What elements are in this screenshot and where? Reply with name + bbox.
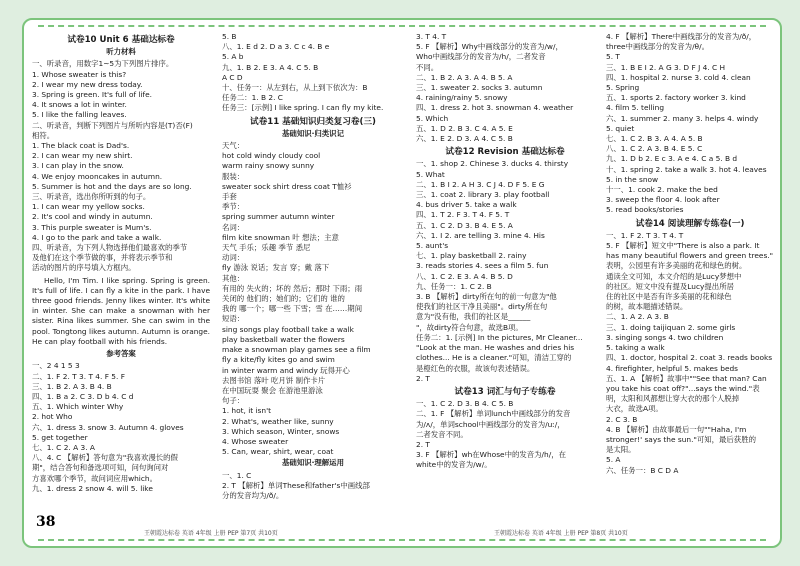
text-line: stronger!' says the sun."可知，最后获胜的	[606, 434, 756, 444]
exam-11-answers	[222, 471, 404, 502]
text-line: 八、4. C 【解析】答句意为"我喜欢漫长的假	[32, 453, 178, 463]
text-line: 三、听录音，选出你所听到的句子。	[32, 192, 151, 202]
text-line: 不同。	[416, 62, 439, 72]
exam-10-title: 试卷10 Unit 6 基础达标卷	[67, 35, 175, 45]
text-line: 2. C 3. B	[606, 414, 638, 424]
text-line: 六、1. E 2. D 3. A 4. C 5. B	[416, 134, 513, 144]
text-line: 明，太阳和风都想让穿大衣的那个人脱掉	[606, 394, 740, 404]
exam-14-title: 试卷14 阅读理解专练卷(一)	[635, 218, 745, 229]
text-line: 是太阳。	[606, 445, 636, 455]
text-line: 四、1. dress 2. hot 3. snowman 4. weather	[416, 103, 574, 113]
text-line: 3. I can play in the snow.	[32, 161, 124, 171]
text-line: 5. read books/stories	[606, 205, 684, 215]
text-line: warm rainy snowy sunny	[222, 161, 315, 171]
text-line: 九、1. B 2. E 3. A 4. C 5. B	[222, 62, 319, 72]
text-line: fly 游泳 说话；发言 穿；戴 落下	[222, 263, 330, 273]
text-line: 5. I like the falling leaves.	[32, 110, 127, 120]
text-line: 3. T 4. T	[416, 32, 447, 41]
text-line: 五、1. C 2. D 3. B 4. E 5. A	[416, 220, 513, 230]
text-line: 5. Can, wear, shirt, wear, coat	[222, 447, 334, 457]
text-line: spring summer autumn winter	[222, 212, 335, 222]
exam-11-subtitle-2: 基础知识·理解运用	[282, 458, 344, 468]
text-line: 四、听录音，为下列人物选择他们最喜欢的季节	[32, 243, 188, 253]
exam-11-subtitle: 基础知识·归类识记	[282, 128, 344, 138]
text-line: 一、听录音，用数字1~5为下列图片排序。	[32, 59, 174, 69]
footer-right: 王朝霞达标卷 英语 4年级 上册 PEP 第8页 共10页	[494, 530, 628, 537]
text-line: 三、1. coat 2. library 3. play football	[416, 190, 550, 200]
text-line: 5. Spring	[606, 83, 640, 93]
bottom-border-decoration	[38, 539, 766, 541]
text-line: 为/ʌ/，单词school中画线部分的发音为/uː/，	[416, 419, 565, 429]
text-line: in winter warm and windy 玩得开心	[222, 365, 350, 375]
text-line: 3. reads stories 4. sees a film 5. fun	[416, 261, 549, 271]
text-line: 六、1. summer 2. many 3. helps 4. windy	[606, 113, 759, 123]
text-line: 七、1. C 2. A 3. A	[32, 442, 95, 452]
text-line: 六、任务一：B C D A	[606, 465, 679, 475]
listening-lines	[32, 59, 210, 273]
text-line: 七、1. play basketball 2. rainy	[416, 251, 527, 261]
text-line: 五、1. Which winter Why	[32, 402, 124, 412]
text-line: 4. F 【解析】There中画线部分的发音为/ð/，	[606, 32, 757, 41]
text-line: Who中画线部分的发音为/h/，二者发音	[416, 52, 546, 62]
text-line: 2. What's, weather like, sunny	[222, 416, 334, 426]
text-line: 1. I can wear my yellow socks.	[32, 202, 145, 212]
text-line: 1. hot, it isn't	[222, 406, 272, 416]
text-line: 名词：	[222, 222, 245, 232]
text-line: 其他：	[222, 273, 245, 283]
exam-14-answers	[606, 231, 774, 476]
text-line: 2. I wear my new dress today.	[32, 79, 143, 89]
text-line: make a snowman play games see a film	[222, 345, 371, 355]
text-line: 4. film 5. telling	[606, 103, 665, 113]
text-line: 住的社区中是否有许多美丽的花和绿色	[606, 292, 732, 302]
text-line: 5. aunt's	[416, 241, 449, 251]
text-line: 5. A	[606, 455, 621, 465]
text-line: 季节：	[222, 202, 245, 212]
text-line: 3. B 【解析】dirty所在句的前一句意为"他	[416, 292, 557, 302]
text-line: 一、1. C	[222, 470, 252, 480]
text-line: 5. quiet	[606, 123, 635, 133]
text-line: 5. in the snow	[606, 174, 659, 184]
text-line: 5. What	[416, 169, 445, 179]
column-1	[32, 32, 210, 494]
text-line: 三、1. B 2. A 3. B 4. B	[32, 381, 112, 391]
text-line: 期"，结合答句和备选项可知，问句询问对	[32, 463, 169, 473]
text-line: 3. Spring is green. It's full of life.	[32, 90, 153, 100]
text-line: 5. T	[606, 52, 620, 62]
text-line: 我的 哪一个；哪一些 下雪；雪 在……期间	[222, 304, 363, 314]
text-line: 4. raining/rainy 5. snowy	[416, 93, 508, 103]
text-line: 2. T 【解析】单词These和father's中画线部	[222, 480, 370, 490]
text-line: 有用的 失火的；坏的 然后；那时 下雨；雨	[222, 283, 363, 293]
text-line: "Look at the man. He washes and dries his	[416, 343, 575, 353]
text-line: 2. I can wear my new shirt.	[32, 151, 133, 161]
text-line: 3. sweep the floor 4. look after	[606, 195, 720, 205]
column-4	[606, 32, 774, 476]
text-line: play basketball water the flowers	[222, 334, 345, 344]
text-line: 十一、1. cook 2. make the bed	[606, 185, 718, 195]
text-line: 四、1. B a 2. C 3. D b 4. C d	[32, 391, 134, 401]
text-line: 十、1. spring 2. take a walk 3. hot 4. leaves	[606, 164, 767, 174]
text-line: 五、1. sports 2. factory worker 3. kind	[606, 93, 746, 103]
text-line: sweater sock shirt dress coat T恤衫	[222, 181, 352, 191]
text-line: 任务二：1. B 2. C	[222, 93, 283, 103]
exam-12-answers	[416, 159, 594, 383]
text-line: 4. B 【解析】由故事最后一句""Haha, I'm	[606, 424, 747, 434]
text-line: 二者发音不同。	[416, 429, 468, 439]
text-line: 二、1. A 2. A 3. B	[606, 312, 669, 322]
text-line: 三、1. B E I 2. A G 3. D F J 4. C H	[606, 62, 726, 72]
text-line: hot cold windy cloudy cool	[222, 151, 321, 161]
text-line: 使我们的社区干净且美丽"。dirty所在句	[416, 302, 548, 312]
text-line: clothes... He is a cleaner."可知，清洁工穿的	[416, 353, 572, 363]
text-line: 二、听录音，判断下列图片与所听内容是(T)否(F)	[32, 120, 193, 130]
exam-11-sections	[222, 141, 404, 457]
text-line: 5. Which	[416, 113, 449, 123]
exam-10-answers	[32, 361, 210, 494]
text-line: 六、1. dress 3. snow 3. Autumn 4. gloves	[32, 422, 184, 432]
text-line: 四、1. T 2. F 3. T 4. F 5. T	[416, 210, 510, 220]
text-line: 表明，公园里有许多美丽的花和绿色的树。	[606, 261, 747, 271]
text-line: 八、1. E d 2. D a 3. C c 4. B e	[222, 42, 330, 52]
text-line: 2. It's cool and windy in autumn.	[32, 212, 153, 222]
text-line: 在中国玩耍 聚会 在游池里游泳	[222, 385, 323, 395]
column-3	[416, 32, 594, 471]
listening-material-heading: 听力材料	[106, 47, 136, 57]
text-line: 八、1. C 2. A 3. B 4. E 5. C	[606, 144, 703, 154]
text-line: 方喜欢哪个季节，故问词应用which。	[32, 473, 157, 483]
exam-11-answers-cont	[416, 32, 594, 144]
text-line: 去图书馆 落叶 吃月饼 制作卡片	[222, 375, 326, 385]
text-line: 4. I go to the park and take a walk.	[32, 232, 162, 242]
text-line: 是橙红色的衣服，故该句表述错误。	[416, 363, 535, 373]
text-line: film kite snowman 叶 想法；主意	[222, 232, 339, 242]
text-line: 5. F 【解析】Why中画线部分的发音为/w/，	[416, 42, 563, 52]
text-line: 手套	[222, 192, 237, 202]
exam-13-title: 试卷13 词汇与句子专练卷	[454, 386, 556, 397]
text-line: 3. singing songs 4. two children	[606, 332, 724, 342]
text-line: 2. hot Who	[32, 412, 73, 422]
text-line: 4. firefighter, helpful 5. makes beds	[606, 363, 739, 373]
text-line: 四、1. hospital 2. nurse 3. cold 4. clean	[606, 72, 751, 82]
text-line: A C D	[222, 72, 243, 82]
text-line: 一、2 4 1 5 3	[32, 361, 80, 371]
exam-13-answers-cont	[606, 32, 774, 216]
top-border-decoration	[38, 25, 766, 27]
column-2	[222, 32, 404, 501]
text-line: 通读全文可知，本文介绍的是Lucy梦想中	[606, 271, 742, 281]
text-line: 三、1. sweater 2. socks 3. autumn	[416, 83, 543, 93]
text-line: 3. F 【解析】wh在Whose中的发音为/h/，在	[416, 450, 566, 460]
text-line: 八、1. C 2. E 3. A 4. B 5. D	[416, 271, 513, 281]
text-line: 5. B	[222, 32, 237, 41]
text-line: 服装：	[222, 171, 245, 181]
text-line: 的社区。短文中没有提及Lucy提出所居	[606, 281, 734, 291]
text-line: 分的发音均为/ð/。	[222, 490, 284, 500]
text-line: 4. It snows a lot in winter.	[32, 100, 127, 110]
answers-heading: 参考答案	[106, 349, 136, 359]
text-line: 5. get together	[32, 432, 88, 442]
text-line: 二、1. B I 2. A H 3. C J 4. D F 5. E G	[416, 179, 545, 189]
text-line: 任务二：1. [示例] In the pictures, Mr Cleaner...	[416, 332, 583, 342]
text-line: 二、1. F 2. T 3. T 4. F 5. F	[32, 371, 125, 381]
text-line: 意为"没有他，我们的社区是______	[416, 312, 531, 322]
text-line: 一、1. C 2. D 3. B 4. C 5. B	[416, 399, 514, 409]
text-line: three中画线部分的发音为/θ/。	[606, 42, 709, 52]
text-line: 动词：	[222, 253, 245, 263]
text-line: 三、1. doing taijiquan 2. some girls	[606, 322, 736, 332]
exam-12-title: 试卷12 Revision 基础达标卷	[445, 147, 565, 158]
text-line: 1. The black coat is Dad's.	[32, 141, 130, 151]
text-line: 天气 手乐；乐趣 季节 悉尼	[222, 243, 311, 253]
text-line: 二、1. B 2. A 3. A 4. B 5. A	[416, 72, 513, 82]
exam-13-answers	[416, 399, 594, 470]
footer-left: 王朝霞达标卷 英语 4年级 上册 PEP 第7页 共10页	[144, 530, 278, 537]
text-line: 一、1. F 2. T 3. T 4. T	[606, 230, 684, 240]
text-line: 4. bus driver 5. take a walk	[416, 200, 517, 210]
text-line: 九、任务一：1. C 2. B	[416, 281, 492, 291]
text-line: sing songs play football take a walk	[222, 324, 354, 334]
text-line: 3. This purple sweater is Mum's.	[32, 222, 152, 232]
text-line: 短语：	[222, 314, 245, 324]
text-line: 句子：	[222, 396, 245, 406]
text-line: 十、任务一：从左到右，从上到下依次为：B	[222, 83, 368, 93]
listening-paragraph: Hello, I'm Tim. I like spring. Spring is green. It's full of life. I can fly a kite in the park. I have three good friends. Jenny likes winter. It's white in winter. She can make a snowman with her sister. Rina likes summer. She can swim in the pool. Tongtong likes autumn. Autumn is orange. He can play football with his friends.	[32, 275, 210, 346]
text-line: 1. Whose sweater is this?	[32, 69, 127, 79]
text-line: 4. Whose sweater	[222, 436, 289, 446]
text-line: 四、1. doctor, hospital 2. coat 3. reads books	[606, 353, 773, 363]
text-line: 2. T	[416, 373, 430, 383]
text-line: has many beautiful flowers and green trees."	[606, 251, 774, 261]
text-line: you take his coat off?"...says the wind."表	[606, 383, 760, 393]
text-line: 天气：	[222, 141, 245, 151]
text-line: 六、1. I 2. are telling 3. mine 4. His	[416, 230, 545, 240]
text-line: 二、1. F 【解析】单词lunch中画线部分的发音	[416, 409, 571, 419]
exam-10-answers-cont	[222, 32, 404, 114]
text-line: 的树，故本题描述错误。	[606, 302, 688, 312]
text-line: 5. Summer is hot and the days are so long.	[32, 181, 192, 191]
text-line: 4. We enjoy mooncakes in autumn.	[32, 171, 163, 181]
text-line: 九、1. dress 2 snow 4. will 5. like	[32, 483, 153, 493]
text-line: 5. F 【解析】短文中"There is also a park. It	[606, 241, 760, 251]
text-line: 九、1. D b 2. E c 3. A e 4. C a 5. B d	[606, 154, 738, 164]
text-line: 及他们在这个季节做的事，并将表示季节和	[32, 253, 173, 263]
text-line: 一、1. shop 2. Chinese 3. ducks 4. thirsty	[416, 159, 569, 169]
text-line: 活动的图片的序号填入方框内。	[32, 263, 136, 273]
text-line: 相符。	[32, 130, 55, 140]
text-line: 任务三：[示例] I like spring. I can fly my kite.	[222, 103, 384, 113]
text-line: 七、1. C 2. B 3. A 4. A 5. B	[606, 134, 703, 144]
text-line: "，故dirty符合句意，故选B项。	[416, 322, 523, 332]
exam-11-title: 试卷11 基础知识归类复习卷(三)	[250, 116, 376, 127]
page-number: 38	[36, 514, 56, 530]
text-line: 大衣，故选A项。	[606, 404, 663, 414]
text-line: 五、1. A 【解析】故事中""See that man? Can	[606, 373, 767, 383]
text-line: 5. taking a walk	[606, 343, 665, 353]
text-line: 3. Which season, Winter, snows	[222, 426, 340, 436]
text-line: 2. T	[416, 439, 430, 449]
answer-sheet	[22, 18, 782, 548]
text-line: white中的发音为/w/。	[416, 460, 492, 470]
text-line: 五、1. D 2. B 3. C 4. A 5. E	[416, 123, 513, 133]
text-line: fly a kite/fly kites go and swim	[222, 355, 335, 365]
text-line: 5. A b	[222, 52, 244, 62]
text-line: 关闭的 他们的；她们的；它们的 谁的	[222, 294, 345, 304]
